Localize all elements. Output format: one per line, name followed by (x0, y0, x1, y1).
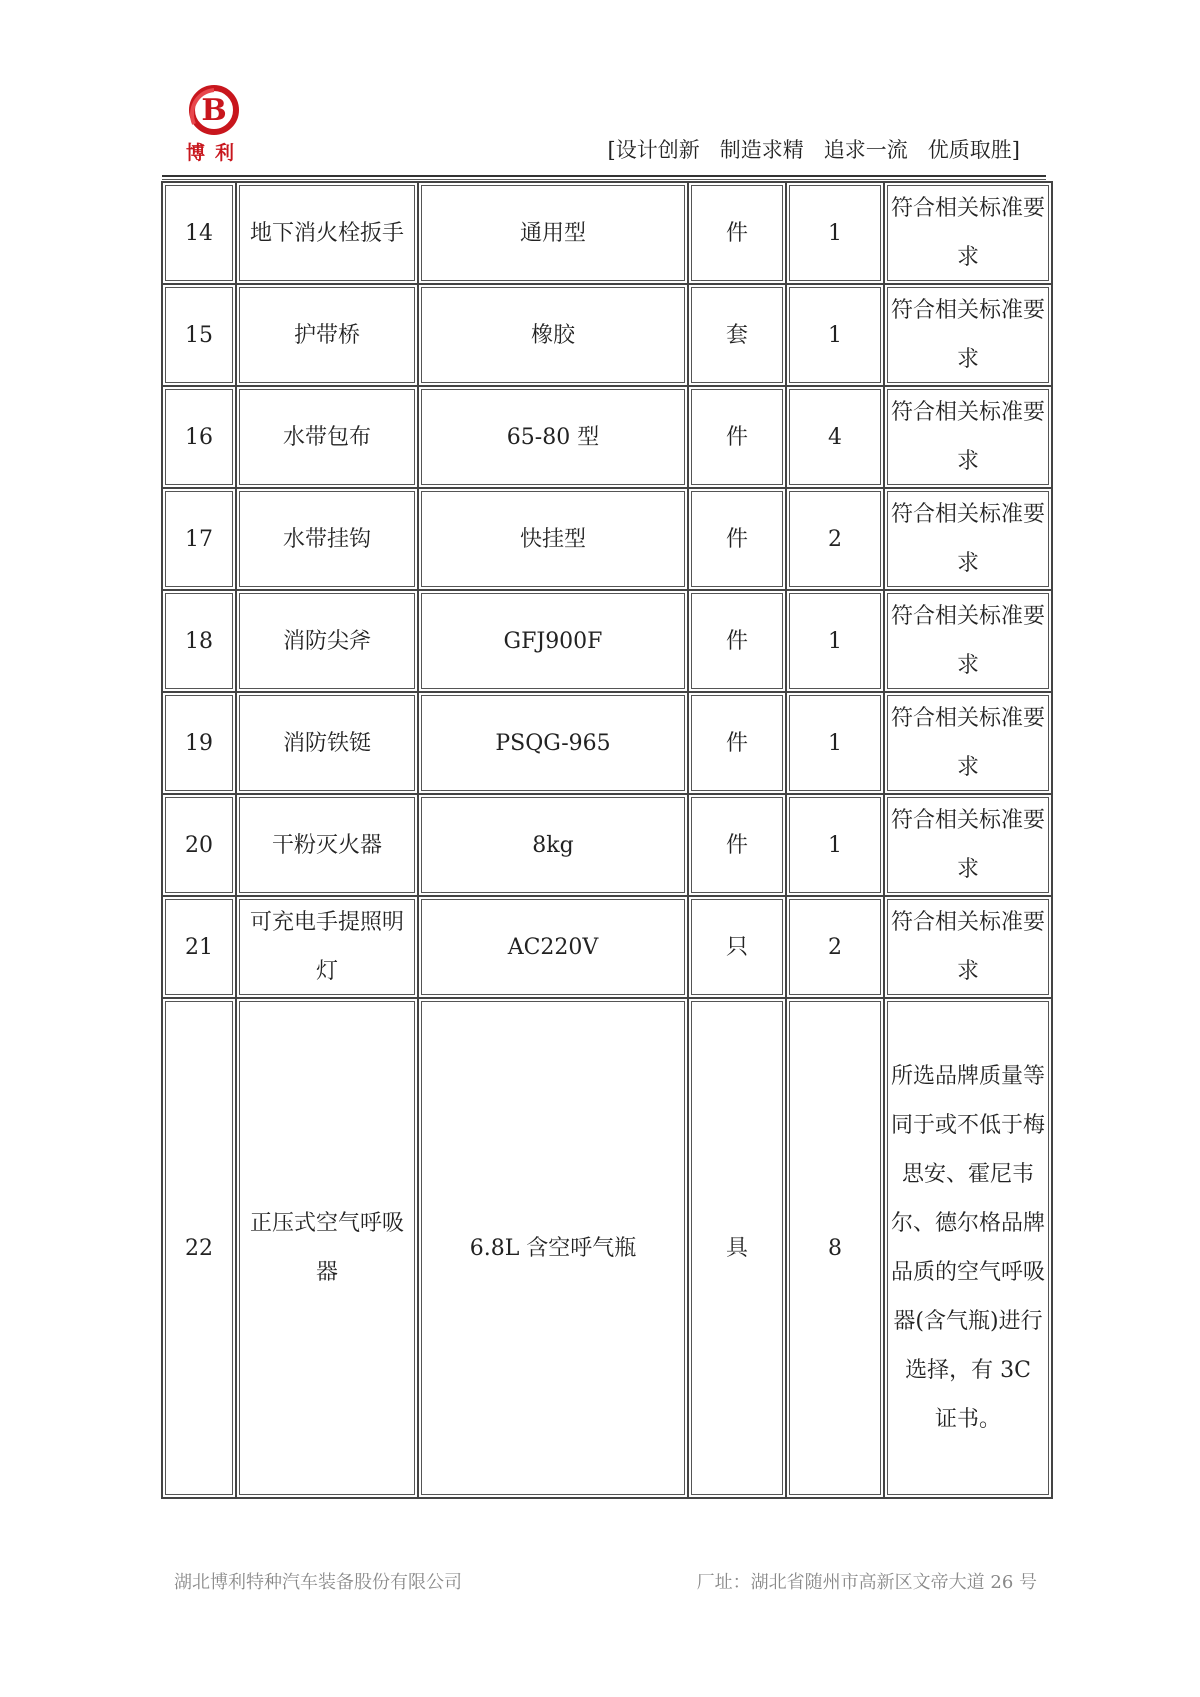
cell-remark: 符合相关标准要求 (885, 387, 1051, 487)
cell-number: 22 (163, 999, 235, 1497)
cell-number: 21 (163, 897, 235, 997)
cell-unit: 件 (689, 489, 785, 589)
cell-unit: 套 (689, 285, 785, 385)
cell-item-name: 护带桥 (237, 285, 417, 385)
cell-remark: 所选品牌质量等同于或不低于梅思安、霍尼韦尔、德尔格品牌品质的空气呼吸器(含气瓶)进行选择，有 3C 证书。 (885, 999, 1051, 1497)
cell-quantity: 4 (787, 387, 883, 487)
cell-spec: 快挂型 (419, 489, 687, 589)
cell-remark: 符合相关标准要求 (885, 693, 1051, 793)
cell-unit: 具 (689, 999, 785, 1497)
table-row (163, 285, 1051, 385)
cell-item-name: 正压式空气呼吸器 (237, 999, 417, 1497)
table-row (163, 387, 1051, 487)
cell-remark: 符合相关标准要求 (885, 285, 1051, 385)
cell-item-name: 水带挂钩 (237, 489, 417, 589)
cell-quantity: 1 (787, 591, 883, 691)
cell-unit: 件 (689, 693, 785, 793)
equipment-table-body (163, 183, 1051, 1497)
cell-item-name: 干粉灭火器 (237, 795, 417, 895)
table-row (163, 999, 1051, 1497)
cell-unit: 只 (689, 897, 785, 997)
table-row (163, 489, 1051, 589)
cell-quantity: 8 (787, 999, 883, 1497)
cell-spec: AC220V (419, 897, 687, 997)
cell-quantity: 2 (787, 489, 883, 589)
cell-quantity: 1 (787, 795, 883, 895)
header-divider (162, 175, 1046, 177)
cell-quantity: 1 (787, 285, 883, 385)
cell-remark: 符合相关标准要求 (885, 897, 1051, 997)
cell-number: 16 (163, 387, 235, 487)
table-row (163, 183, 1051, 283)
cell-spec: 6.8L 含空呼气瓶 (419, 999, 687, 1497)
cell-unit: 件 (689, 795, 785, 895)
cell-number: 20 (163, 795, 235, 895)
cell-remark: 符合相关标准要求 (885, 183, 1051, 283)
cell-spec: 通用型 (419, 183, 687, 283)
cell-remark: 符合相关标准要求 (885, 489, 1051, 589)
table-row (163, 795, 1051, 895)
cell-spec: 橡胶 (419, 285, 687, 385)
equipment-table (161, 181, 1053, 1499)
cell-spec: 8kg (419, 795, 687, 895)
cell-item-name: 地下消火栓扳手 (237, 183, 417, 283)
cell-item-name: 可充电手提照明灯 (237, 897, 417, 997)
cell-number: 19 (163, 693, 235, 793)
cell-item-name: 消防尖斧 (237, 591, 417, 691)
cell-spec: GFJ900F (419, 591, 687, 691)
footer-address: 厂址：湖北省随州市高新区文帝大道 26 号 (696, 1572, 1037, 1593)
cell-spec: 65-80 型 (419, 387, 687, 487)
table-row (163, 693, 1051, 793)
cell-quantity: 1 (787, 693, 883, 793)
cell-number: 18 (163, 591, 235, 691)
cell-unit: 件 (689, 591, 785, 691)
cell-remark: 符合相关标准要求 (885, 795, 1051, 895)
cell-remark: 符合相关标准要求 (885, 591, 1051, 691)
table-row (163, 591, 1051, 691)
header-slogan: [设计创新 制造求精 追求一流 优质取胜] (607, 138, 1020, 162)
brand-name: 博利 (186, 142, 245, 164)
footer-company: 湖北博利特种汽车装备股份有限公司 (174, 1572, 462, 1593)
cell-unit: 件 (689, 183, 785, 283)
cell-unit: 件 (689, 387, 785, 487)
cell-quantity: 1 (787, 183, 883, 283)
cell-number: 17 (163, 489, 235, 589)
cell-quantity: 2 (787, 897, 883, 997)
cell-spec: PSQG-965 (419, 693, 687, 793)
cell-item-name: 水带包布 (237, 387, 417, 487)
cell-number: 15 (163, 285, 235, 385)
header-divider-thin (162, 179, 1046, 180)
cell-item-name: 消防铁铤 (237, 693, 417, 793)
cell-number: 14 (163, 183, 235, 283)
logo-letter: B (201, 93, 227, 128)
table-row (163, 897, 1051, 997)
